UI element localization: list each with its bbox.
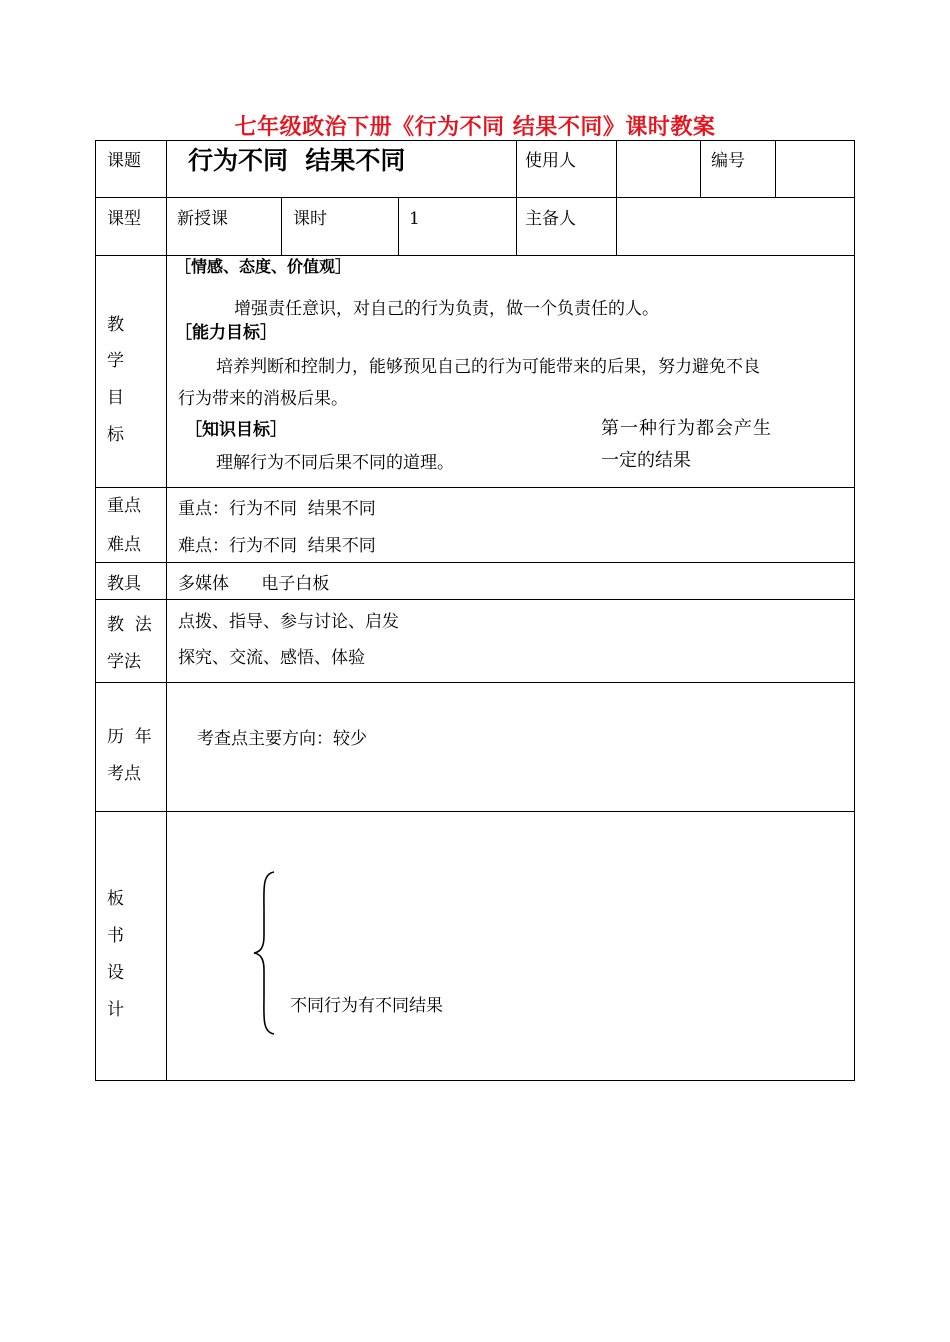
- row-divider: [95, 811, 855, 812]
- cell-divider: [398, 197, 399, 256]
- emotion-text: 增强责任意识，对自己的行为负责，做一个负责任的人。: [234, 299, 659, 319]
- knowledge-heading: ［知识目标］: [185, 420, 287, 440]
- key-point-value: 重点：行为不同 结果不同: [178, 499, 376, 519]
- cell-divider: [281, 197, 282, 256]
- ability-heading: ［能力目标］: [175, 323, 277, 343]
- preparer-label: 主备人: [525, 209, 576, 229]
- board-label-char: 设: [107, 963, 124, 983]
- topic-value: 行为不同 结果不同: [188, 146, 406, 175]
- table-border-left: [95, 140, 96, 1081]
- exam-label-2: 考点: [107, 764, 141, 784]
- table-border-right: [854, 140, 855, 1081]
- goals-label-char: 目: [107, 388, 124, 408]
- label-column-divider: [166, 140, 167, 1081]
- side-note-1: 第一种行为都会产生: [601, 418, 772, 439]
- exam-label-1: 历 年: [107, 727, 152, 747]
- number-label: 编号: [711, 151, 745, 171]
- board-label-char: 计: [107, 1000, 124, 1020]
- learning-method-label: 学法: [107, 652, 141, 672]
- tools-label: 教具: [107, 574, 141, 594]
- board-label-char: 板: [107, 889, 124, 909]
- row-divider: [95, 255, 855, 256]
- teaching-method-label: 教 法: [107, 615, 152, 635]
- difficulty-label: 难点: [107, 535, 141, 555]
- exam-value: 考查点主要方向：较少: [197, 729, 367, 749]
- hours-label: 课时: [293, 209, 327, 229]
- table-border-top: [95, 140, 855, 141]
- goals-label-char: 标: [107, 425, 124, 445]
- row-divider: [95, 599, 855, 600]
- emotion-heading: ［情感、态度、价值观］: [175, 257, 352, 276]
- key-label: 重点: [107, 496, 141, 516]
- board-text: 不同行为有不同结果: [290, 996, 443, 1016]
- curly-brace-icon: [252, 870, 278, 1036]
- side-note-2: 一定的结果: [601, 450, 691, 471]
- ability-text-1: 培养判断和控制力，能够预见自己的行为可能带来的后果，努力避免不良: [216, 357, 760, 377]
- cell-divider: [775, 140, 776, 198]
- tools-value: 多媒体 电子白板: [178, 574, 330, 594]
- hours-value: 1: [409, 209, 420, 229]
- user-label: 使用人: [525, 151, 576, 171]
- lesson-type-label: 课型: [107, 209, 141, 229]
- board-label-char: 书: [107, 926, 124, 946]
- goals-label-char: 学: [107, 351, 124, 371]
- row-divider: [95, 562, 855, 563]
- row-divider: [95, 682, 855, 683]
- table-border-bottom: [95, 1080, 855, 1081]
- cell-divider: [700, 140, 701, 198]
- difficulty-value: 难点：行为不同 结果不同: [178, 536, 376, 556]
- document-title: 七年级政治下册《行为不同 结果不同》课时教案: [234, 115, 716, 140]
- learning-method-value: 探究、交流、感悟、体验: [178, 648, 365, 668]
- ability-text-2: 行为带来的消极后果。: [178, 389, 348, 409]
- cell-divider: [616, 140, 617, 256]
- teaching-method-value: 点拨、指导、参与讨论、启发: [178, 612, 399, 632]
- lesson-type-value: 新授课: [177, 209, 228, 229]
- knowledge-text: 理解行为不同后果不同的道理。: [216, 453, 454, 473]
- topic-label: 课题: [107, 151, 141, 171]
- row-divider: [95, 487, 855, 488]
- row-divider: [95, 197, 855, 198]
- goals-label-char: 教: [107, 315, 124, 335]
- cell-divider: [516, 140, 517, 256]
